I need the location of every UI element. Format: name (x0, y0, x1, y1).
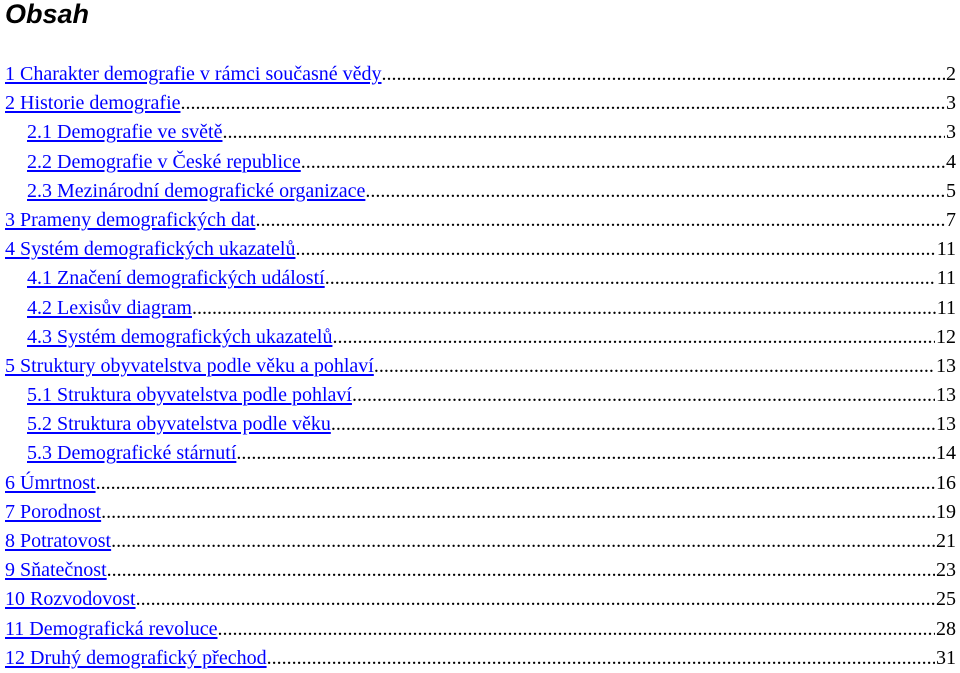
toc-dot-leader (136, 585, 935, 614)
toc-entry[interactable] (5, 381, 956, 410)
toc-page-number: 19 (936, 500, 956, 523)
toc-entry[interactable] (5, 148, 956, 177)
toc-entry[interactable] (5, 323, 956, 352)
toc-dot-leader (192, 294, 936, 323)
toc-page-number: 12 (936, 325, 956, 348)
toc-page-number: 31 (936, 646, 956, 669)
toc-entry[interactable] (5, 118, 956, 147)
toc-entry[interactable] (5, 410, 956, 439)
toc-dot-leader (181, 89, 946, 118)
toc-dot-leader (107, 556, 935, 585)
toc-dot-leader (382, 60, 945, 89)
toc-entry-link[interactable]: 8 Potratovost (5, 530, 112, 552)
table-of-contents (5, 60, 956, 673)
toc-entry-link[interactable]: 10 Rozvodovost (5, 588, 136, 611)
toc-dot-leader (101, 498, 935, 527)
toc-entry-link[interactable]: 1 Charakter demografie v rámci současné vědy (5, 63, 382, 85)
toc-dot-leader (325, 264, 936, 293)
toc-dot-leader (301, 148, 945, 177)
toc-entry-link[interactable]: 5.2 Struktura obyvatelstva podle věku (27, 413, 331, 436)
toc-heading: Obsah (5, 0, 90, 29)
toc-dot-leader (267, 644, 935, 673)
toc-page-number: 11 (936, 296, 956, 319)
toc-entry[interactable] (5, 644, 956, 673)
toc-entry-link[interactable]: 12 Druhý demografický přechod (5, 646, 267, 669)
toc-dot-leader (332, 323, 935, 352)
toc-dot-leader (255, 206, 945, 235)
toc-dot-leader (111, 527, 935, 556)
toc-dot-leader (352, 381, 935, 410)
toc-dot-leader (331, 410, 935, 439)
toc-entry-link[interactable]: 7 Porodnost (5, 500, 102, 523)
toc-entry[interactable] (5, 556, 956, 585)
toc-entry-link[interactable]: 3 Prameny demografických dat (5, 208, 256, 231)
toc-dot-leader (96, 469, 935, 498)
toc-entry[interactable] (5, 439, 956, 468)
toc-entry[interactable] (5, 527, 956, 556)
toc-page-number: 13 (936, 413, 956, 436)
toc-page-number: 13 (936, 354, 956, 377)
toc-page-number: 13 (936, 384, 956, 407)
toc-entry[interactable] (5, 235, 956, 264)
toc-page-number: 7 (946, 208, 956, 231)
toc-page-number: 3 (946, 121, 956, 144)
toc-page-number: 11 (936, 238, 956, 261)
toc-dot-leader (236, 439, 935, 468)
toc-page-number: 11 (936, 267, 956, 290)
toc-entry[interactable] (5, 615, 956, 644)
toc-dot-leader (374, 352, 935, 381)
toc-entry-link[interactable]: 2.3 Mezinárodní demografické organizace (27, 179, 366, 202)
toc-entry[interactable] (5, 585, 956, 614)
toc-entry[interactable] (5, 177, 956, 206)
toc-entry-link[interactable]: 9 Sňatečnost (5, 559, 107, 582)
toc-dot-leader (365, 177, 945, 206)
toc-entry-link[interactable]: 4 Systém demografických ukazatelů (5, 238, 296, 261)
toc-entry[interactable] (5, 294, 956, 323)
toc-entry[interactable] (5, 352, 956, 381)
toc-page-number: 25 (936, 588, 956, 611)
toc-entry[interactable] (5, 89, 956, 118)
toc-page-number: 4 (946, 150, 956, 173)
toc-dot-leader (218, 615, 936, 644)
toc-entry-link[interactable]: 2.2 Demografie v České republice (27, 150, 301, 173)
toc-dot-leader (295, 235, 935, 264)
toc-dot-leader (222, 118, 945, 147)
toc-entry-link[interactable]: 4.2 Lexisův diagram (27, 296, 192, 319)
toc-page-number: 16 (936, 471, 956, 494)
toc-entry[interactable] (5, 498, 956, 527)
toc-page-number: 2 (946, 63, 956, 85)
toc-page-number: 23 (936, 559, 956, 582)
toc-entry-link[interactable]: 11 Demografická revoluce (5, 617, 218, 640)
toc-page-number: 3 (946, 92, 956, 115)
toc-entry-link[interactable]: 4.3 Systém demografických ukazatelů (27, 325, 333, 348)
toc-entry-link[interactable]: 2 Historie demografie (5, 92, 181, 115)
toc-entry[interactable] (5, 206, 956, 235)
toc-page-number: 21 (936, 530, 956, 552)
toc-entry-link[interactable]: 4.1 Značení demografických událostí (27, 267, 325, 290)
toc-entry-link[interactable]: 5.3 Demografické stárnutí (27, 442, 237, 465)
toc-page-number: 28 (936, 617, 956, 640)
toc-entry[interactable] (5, 60, 956, 89)
toc-entry[interactable] (5, 469, 956, 498)
toc-entry-link[interactable]: 2.1 Demografie ve světě (27, 121, 223, 144)
toc-entry[interactable] (5, 264, 956, 293)
toc-page-number: 5 (946, 179, 956, 202)
toc-page-number: 14 (936, 442, 956, 465)
toc-entry-link[interactable]: 6 Úmrtnost (5, 471, 96, 494)
toc-entry-link[interactable]: 5 Struktury obyvatelstva podle věku a pohlaví (5, 354, 374, 377)
toc-entry-link[interactable]: 5.1 Struktura obyvatelstva podle pohlaví (27, 384, 352, 407)
